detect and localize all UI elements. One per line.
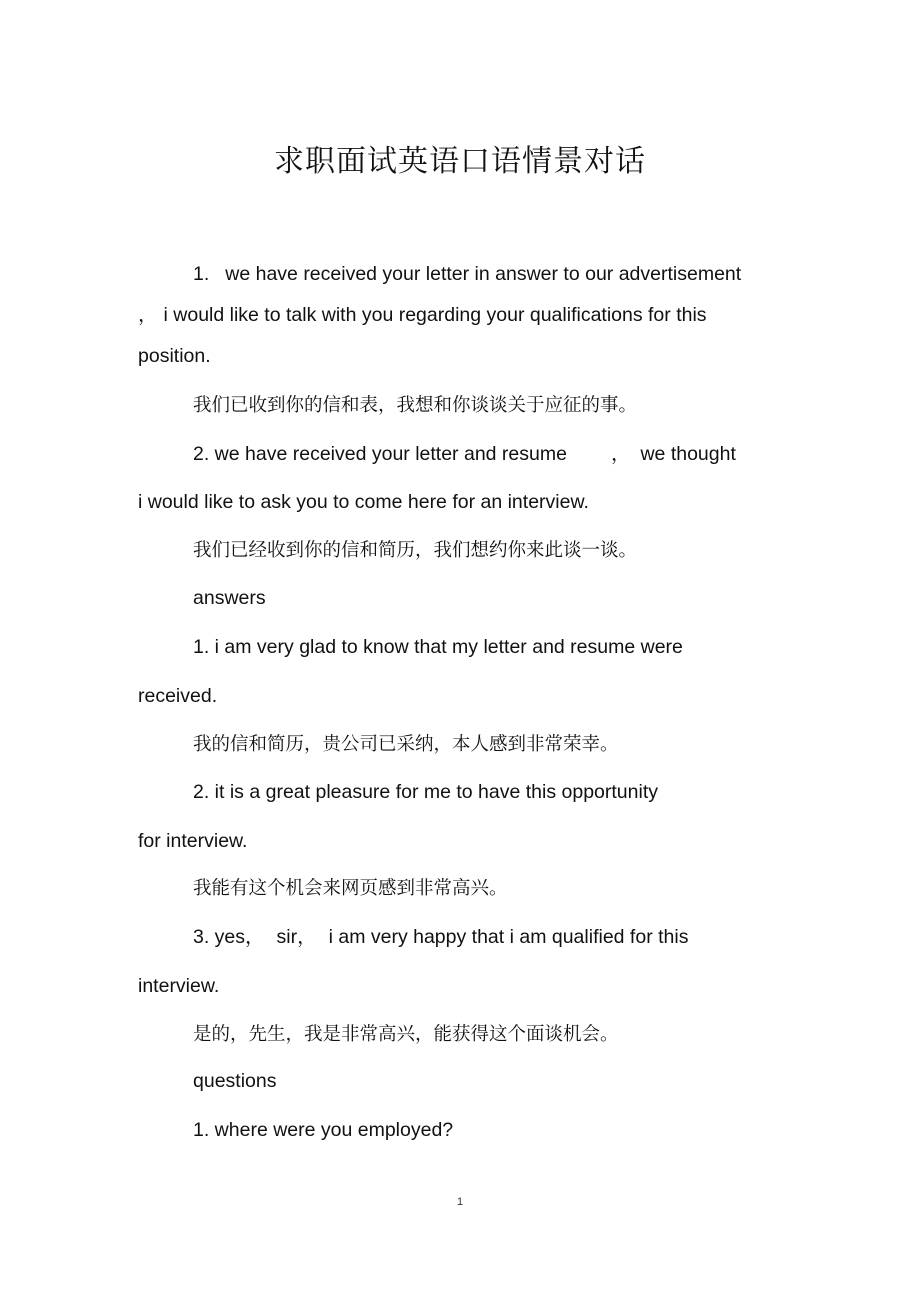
answers-item1-translation: 我的信和简历，贵公司已采纳，本人感到非常荣幸。 <box>193 734 619 755</box>
intro-item2-comma: ， <box>610 443 631 465</box>
answers-item3-translation: 是的，先生，我是非常高兴，能获得这个面谈机会。 <box>193 1024 619 1045</box>
intro-item1-comma: ， <box>138 304 158 326</box>
answers-item3-text1b: sir， <box>276 926 317 948</box>
questions-item1-line1: 1. where were you employed? <box>193 1119 454 1141</box>
answers-item2-line1: 2. it is a great pleasure for me to have this opportunity <box>193 781 659 803</box>
answers-item2-line2: for interview. <box>138 830 248 852</box>
intro-item1-text2: i would like to talk with you regarding your qualifications for this <box>163 304 707 326</box>
document-title: 求职面试英语口语情景对话 <box>274 144 646 179</box>
intro-item1-translation: 我们已收到你的信和表，我想和你谈谈关于应征的事。 <box>193 395 638 416</box>
intro-item2-text1b: we thought <box>640 443 736 465</box>
intro-item1-number: 1. <box>193 263 210 285</box>
intro-item2-line1 <box>193 442 736 466</box>
answers-item1-line2: received. <box>138 685 218 707</box>
page-number: 1 <box>456 1196 464 1208</box>
questions-heading: questions <box>193 1070 277 1092</box>
answers-heading: answers <box>193 587 266 609</box>
intro-item2-line2: i would like to ask you to come here for an interview. <box>138 491 589 513</box>
intro-item1-line2 <box>138 303 707 327</box>
answers-item3-line1 <box>193 925 688 949</box>
answers-item2-translation: 我能有这个机会来网页感到非常高兴。 <box>193 878 508 899</box>
intro-item2-translation: 我们已经收到你的信和简历，我们想约你来此谈一谈。 <box>193 540 638 561</box>
intro-item1-line3: position. <box>138 345 211 367</box>
answers-item1-line1: 1. i am very glad to know that my letter and resume were <box>193 636 683 658</box>
answers-item3-text1a: 3. yes， <box>193 926 265 948</box>
intro-item1-text1: we have received your letter in answer to our advertisement <box>225 263 742 285</box>
answers-item3-line2: interview. <box>138 975 220 997</box>
answers-item3-text1c: i am very happy that i am qualified for this <box>328 926 689 948</box>
intro-item2-text1a: 2. we have received your letter and resume <box>193 443 567 465</box>
intro-item1-line1 <box>193 262 741 286</box>
